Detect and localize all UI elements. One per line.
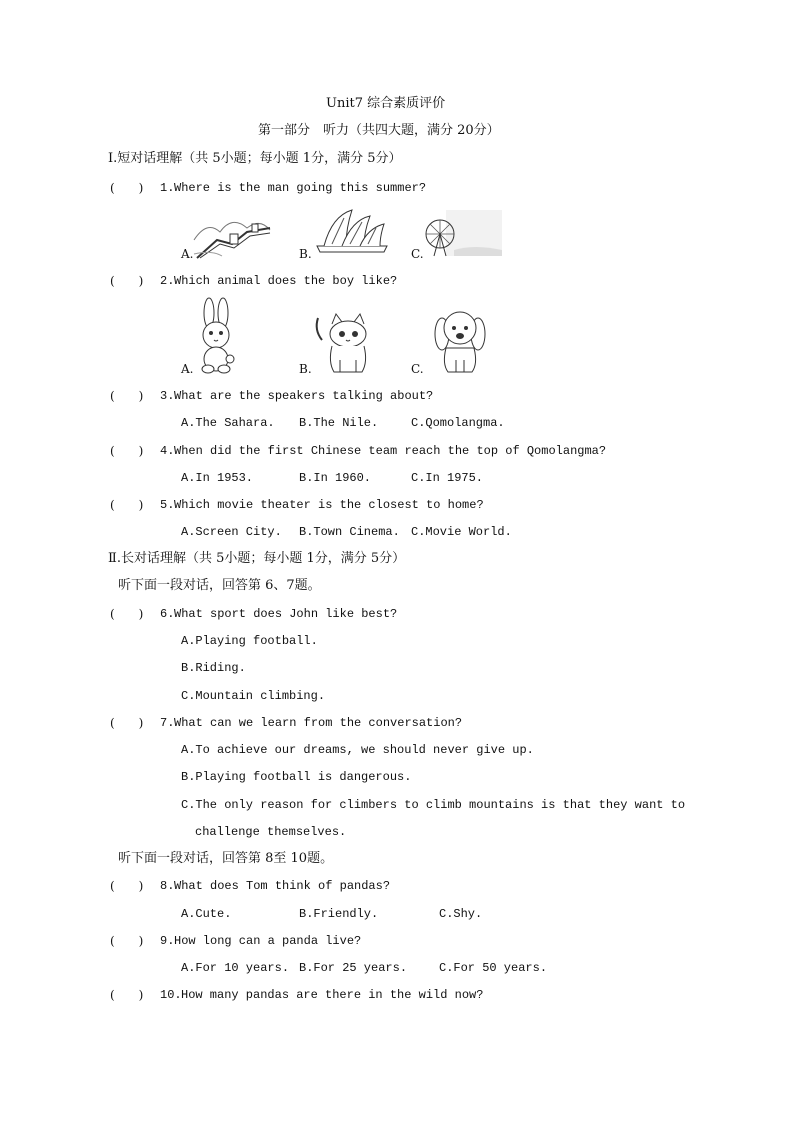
picture-label-a: A. [181, 247, 194, 261]
option-a: A.Cute. [181, 907, 232, 921]
option-b: B.Riding. [181, 661, 246, 675]
question-number: 6. [160, 607, 175, 621]
answer-bracket: ( ) [110, 716, 144, 730]
option-b: B.Playing football is dangerous. [181, 770, 412, 784]
ferris-wheel-icon [424, 206, 504, 260]
part-heading: 第一部分 听力（共四大题，满分 20分） [258, 123, 500, 138]
question-number: 4. [160, 444, 175, 458]
option-c: C.In 1975. [411, 471, 484, 485]
option-c: C.Movie World. [411, 525, 512, 539]
question-text: When did the first Chinese team reach the top of Qomolangma? [174, 444, 607, 458]
option-a: A.In 1953. [181, 471, 254, 485]
option-a: A.To achieve our dreams, we should never give up. [181, 743, 534, 757]
answer-bracket: ( ) [110, 389, 144, 403]
page-title: Unit7 综合素质评价 [326, 96, 446, 111]
option-a: A.Screen City. [181, 525, 282, 539]
question-text: Where is the man going this summer? [174, 181, 427, 195]
question-number: 2. [160, 274, 175, 288]
cat-icon [312, 310, 376, 374]
answer-bracket: ( ) [110, 181, 144, 195]
option-c: C.For 50 years. [439, 961, 548, 975]
option-a: A.The Sahara. [181, 416, 275, 430]
answer-bracket: ( ) [110, 607, 144, 621]
instruction: 听下面一段对话，回答第 6、7题。 [118, 578, 321, 593]
great-wall-icon [192, 210, 272, 260]
question-number: 8. [160, 879, 175, 893]
question-number: 5. [160, 498, 175, 512]
question-text: How long can a panda live? [174, 934, 362, 948]
rabbit-icon [195, 297, 239, 375]
answer-bracket: ( ) [110, 498, 144, 512]
picture-label-b: B. [299, 247, 312, 261]
question-number: 3. [160, 389, 175, 403]
question-number: 7. [160, 716, 175, 730]
option-a: A.Playing football. [181, 634, 318, 648]
option-c: C.Qomolangma. [411, 416, 505, 430]
question-number: 1. [160, 181, 175, 195]
picture-label-c: C. [411, 247, 424, 261]
answer-bracket: ( ) [110, 879, 144, 893]
question-text: What does Tom think of pandas? [174, 879, 391, 893]
sydney-opera-house-icon [312, 206, 392, 256]
picture-label-b: B. [299, 362, 312, 376]
option-c: C.Mountain climbing. [181, 689, 326, 703]
answer-bracket: ( ) [110, 934, 144, 948]
option-c-continued: challenge themselves. [195, 825, 347, 839]
picture-label-c: C. [411, 362, 424, 376]
answer-bracket: ( ) [110, 444, 144, 458]
question-number: 10. [160, 988, 182, 1002]
section-heading-1: Ⅰ.短对话理解（共 5小题；每小题 1分，满分 5分） [108, 151, 402, 166]
instruction: 听下面一段对话，回答第 8至 10题。 [118, 851, 334, 866]
option-c: C.The only reason for climbers to climb mountains is that they want to [181, 798, 686, 812]
answer-bracket: ( ) [110, 988, 144, 1002]
answer-bracket: ( ) [110, 274, 144, 288]
question-number: 9. [160, 934, 175, 948]
option-c: C.Shy. [439, 907, 483, 921]
option-b: B.The Nile. [299, 416, 379, 430]
question-text: Which movie theater is the closest to home? [174, 498, 484, 512]
dog-icon [430, 308, 490, 374]
option-b: B.Friendly. [299, 907, 379, 921]
section-heading-2: Ⅱ.长对话理解（共 5小题；每小题 1分，满分 5分） [108, 551, 406, 566]
option-b: B.Town Cinema. [299, 525, 400, 539]
question-text: What sport does John like best? [174, 607, 398, 621]
picture-label-a: A. [181, 362, 194, 376]
option-a: A.For 10 years. [181, 961, 290, 975]
option-b: B.For 25 years. [299, 961, 408, 975]
question-text: Which animal does the boy like? [174, 274, 398, 288]
question-text: What can we learn from the conversation? [174, 716, 463, 730]
question-text: What are the speakers talking about? [174, 389, 434, 403]
question-text: How many pandas are there in the wild now? [181, 988, 484, 1002]
option-b: B.In 1960. [299, 471, 372, 485]
